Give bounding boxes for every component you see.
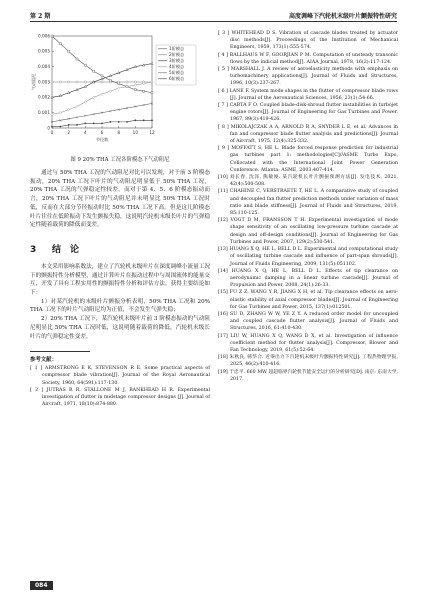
data-point — [134, 119, 136, 121]
figure-9 — [30, 30, 210, 152]
data-point — [51, 113, 53, 116]
data-point — [51, 81, 53, 83]
series-line — [52, 64, 152, 98]
data-point — [109, 90, 111, 93]
data-point — [109, 81, 111, 83]
data-point — [101, 81, 103, 83]
reference-item: [ 7 ] CARTA F O. Coupled blade-disk-shroud flutter instabilities in turbojet engine rotors[J]. Journal of Engineering for Gas Turbines and Power, 1967, 89(3):419-426. — [218, 103, 398, 123]
data-point — [118, 121, 120, 123]
results-text — [30, 169, 210, 230]
right-column — [218, 30, 398, 383]
data-point — [143, 119, 145, 121]
x-tick-label: 2 — [67, 130, 71, 135]
legend-label: 5阶模态 — [169, 70, 185, 75]
data-point — [76, 124, 78, 126]
data-point — [134, 89, 136, 91]
data-point — [126, 121, 128, 123]
x-tick-label: 12 — [149, 130, 155, 135]
reference-item: [ 2 ] JUTRAS R R, STALLONE M J, BANKHEAD H R. Experimental investigation of flutter in midstage compressor designs [J]. Journal of Aircraft, 1971, 18(10):874-880. — [30, 387, 210, 408]
x-tick-label: 4 — [83, 130, 87, 135]
data-point — [101, 123, 103, 125]
data-point — [76, 105, 78, 108]
section-number: 3 — [30, 244, 37, 255]
reference-item: [ 5 ] MARSHALL J. A review of aeroelasticity methods with emphasis on turbomachinery applications[J]. Journal of Fluids and Structures, 1996, 10(3):237-267. — [218, 67, 398, 87]
reference-item: [ 6 ] LANE F. System mode shapes in the flutter of compressor blade rows [J]. Journal of the Aeronautical Sciences, 1956, 23(1):54-66. — [218, 88, 398, 101]
legend-label: 1阶模态 — [169, 46, 185, 51]
issue-number: 第 2 期 — [30, 13, 51, 20]
data-point — [93, 123, 95, 125]
y-tick-label: 0.002 — [38, 94, 50, 100]
header-rule — [30, 21, 397, 22]
data-point — [59, 111, 61, 114]
data-point — [84, 81, 86, 83]
y-tick-label: 0.004 — [38, 64, 50, 70]
reference-item: [14] HUANG X Q, HE L, BELL D L. Effects of tip clearance on aerodynamic damping in a linear turbine cascade[J]. Journal of Propulsion and Power, 2008, 24(1):26-33. — [218, 268, 398, 289]
reference-item: [10] 刘长春, 沈泽, 熊敏俊. 某汽轮机长叶片颤振预测方法[J]. 发电技术, 2021, 42(4):500-508. — [218, 175, 398, 188]
y-tick-label: 0.003 — [38, 79, 50, 85]
data-point — [134, 84, 136, 87]
reference-item: [ 9 ] MOFFATT S, HE L. Blade forced response prediction for industrial gas turbines part 1: methodologies[C]//ASME Turbo Expo, Collocated with the International Joint Power Generation Conference. Atlanta: ASME, 2003:407-414. — [218, 146, 398, 173]
legend-label: 6阶模态 — [169, 76, 185, 81]
left-column — [30, 30, 210, 408]
legend-label: 2阶模态 — [169, 52, 185, 57]
figure-caption: 图 9 20% THA 工况各阶模态下气动阻尼 — [70, 157, 170, 163]
data-point — [151, 62, 153, 64]
data-point — [117, 87, 119, 90]
reference-item: [13] HUANG X Q, HE L, BELL D L. Experimental and computational study of oscillating turbine cascade and influence of part-span shrouds[J]. Journal of Fluids Engineering, 2009, 131(5):051102. — [218, 247, 398, 267]
data-point — [68, 124, 70, 126]
data-point — [67, 108, 69, 111]
x-tick-label: 8 — [117, 130, 121, 135]
data-point — [84, 64, 86, 66]
running-title: 高度调峰下汽轮机末级叶片颤振特性研究 — [288, 13, 397, 20]
data-point — [59, 43, 61, 45]
conclusion-heading — [30, 242, 210, 255]
data-point — [92, 96, 94, 99]
data-point — [93, 70, 95, 72]
reference-item: [ 8 ] MIKOLAJCZAK A A, ARNOLD R A, SNYDER L E, et al. Advances in fan and compressor blade flutter analysis and predictions[J]. Journal of Aircraft, 1975, 12(4):325-332. — [218, 124, 398, 145]
y-tick-label: 0.005 — [38, 48, 50, 54]
reference-item: [11] CHAHINE C, VERSTRAETE T, HE L. A comparative study of coupled and decoupled fan flutter prediction methods under variation of mass ratio and blade stiffness[J]. Journal of Fluids and Structures, 2019, 85:110-125. — [218, 189, 399, 217]
page-number: 084 — [30, 581, 53, 590]
x-tick-label: 6 — [100, 130, 104, 135]
references-rule — [30, 351, 90, 352]
reference-item: [12] VOGT D M, FRANSSON T H. Experimental investigation of mode shape sensitivity of an oscillating low-pressure turbine cascade at design and off-design conditions[J]. Journal of Engineering for Gas Turbines and Power, 2007, 129(2):530-541. — [218, 218, 398, 245]
conclusion-paragraph: 本文采用影响系数法，建立了汽轮机末级叶片在深度调峰小流量工况下的颤振特性分析模型，通过计算叶片在振动过程中与周围流体的能量交互，开发了具有工程实用性的颤振特性分析和评估方法。获得主要结论如下： — [30, 263, 210, 297]
damping-chart — [30, 30, 210, 152]
data-point — [76, 81, 78, 83]
data-point — [143, 90, 145, 92]
references-title: 参考文献： — [30, 357, 57, 364]
legend-label: 4阶模态 — [169, 64, 185, 69]
y-axis-label: 气动阻尼 — [31, 73, 36, 91]
data-point — [51, 35, 53, 37]
results-paragraph: 通过与 50% THA 工况的气动阻尼对比可以发现，对于前 3 阶模态振动，20% THA 工况下叶片的气动阻尼明显低于 50% THA 工况，20% THA 工况的气弹稳定性较差。而对于第 4、5、6 阶模态振动而言，20% THA 工况下叶片的气动阻尼并未明显比 50% THA 工况时低，反而在大部分节径振动时比 50% THA 工况下高。但是这几阶模态叶片往往在低阶振动下发生颤振失稳，这说明汽轮机末级长叶片的气弹稳定性随着载荷的降低而变差。 — [30, 170, 210, 229]
data-point — [126, 81, 128, 83]
y-tick-label: 0.001 — [38, 110, 50, 116]
data-point — [59, 126, 61, 128]
conclusion-point: 2）20% THA 工况下，某汽轮机末级叶片前 3 阶模态振动的气动阻尼明显比 50% THA 工况时低，这说明随着载荷的降低，汽轮机末级长叶片的气弹稳定性变差。 — [30, 316, 210, 340]
data-point — [101, 93, 103, 96]
reference-item: [16] SU D, ZHANG W W, YE Z Y. A reduced order model for uncoupled and coupled cascade flutter analysis[J]. Journal of Fluids and Structures, 2016, 61:410-430. — [218, 311, 398, 332]
data-point — [51, 126, 53, 128]
x-tick-label: 10 — [132, 130, 139, 135]
reference-item: [15] FU Z Z, WANG Y R, JIANG X H, et al. Tip clearance effects on aero-elastic stability of axial compressor blades[J]. Journal of Engineering for Gas Turbines and Power, 2015, 137(1):012501. — [218, 290, 398, 310]
series-line — [52, 36, 152, 93]
reference-item: [18] 朱秋良, 韩华合. 近零出力下汽轮机末级叶片颤振特性研究[J]. 工程热物理学报, 2025, 46(2):410-416. — [218, 355, 398, 368]
data-point — [101, 75, 103, 77]
reference-item: [19] 于忠平. 660 MW 超超临界汽轮机节能安全运行的分析研究[D]. 南京: 东南大学, 2017. — [218, 369, 398, 382]
y-tick-label: 0 — [47, 125, 50, 131]
data-point — [84, 101, 86, 104]
data-point — [151, 92, 153, 94]
reference-item: [ 1 ] ARMSTRONG E K, STEVENSON R E. Some practical aspects of compressor blade vibration[J]. Journal of the Royal Aeronautical Society, 1960, 64(591):117-130. — [30, 366, 210, 386]
reference-item: [ 3 ] WHITEHEAD D S. Vibration of cascade blades treated by actuator disc methods[J]. Proceedings of the Institution of Mechanical Engineers, 1959, 173(1):555-574. — [218, 31, 398, 51]
data-point — [76, 58, 78, 60]
data-point — [68, 81, 70, 83]
data-point — [109, 121, 111, 123]
data-point — [59, 81, 61, 83]
reference-item: [17] LIU W, HUANG X Q, WANG D X, et al. Investigation of influence coefficient method for flutter analysis[J]. Compressor, Blower and Fan Technology, 2019, 61(5):52-64. — [218, 333, 398, 353]
data-point — [134, 81, 136, 83]
series-line — [52, 82, 152, 114]
y-tick-label: 0.006 — [38, 33, 50, 39]
x-tick-label: 0 — [50, 130, 54, 135]
data-point — [118, 81, 120, 83]
conclusion-point: 1）对某汽轮机的末级叶片颤振分析表明，50% THA 工况和 20% THA 工况下的叶片气动阻尼均为正值，不会发生气弹失稳； — [30, 298, 210, 314]
data-point — [68, 50, 70, 52]
data-point — [84, 123, 86, 125]
reference-item: [ 4 ] BALLHAUS W F, GOORJIAN P M. Computation of unsteady transonic flows by the indicial method[J]. AIAA Journal, 1978, 16(2):117-124. — [218, 52, 398, 65]
section-title: 结 论 — [52, 244, 80, 255]
legend-label: 3阶模态 — [169, 58, 185, 63]
data-point — [151, 119, 153, 121]
x-axis-label: 节径数 — [95, 137, 109, 142]
